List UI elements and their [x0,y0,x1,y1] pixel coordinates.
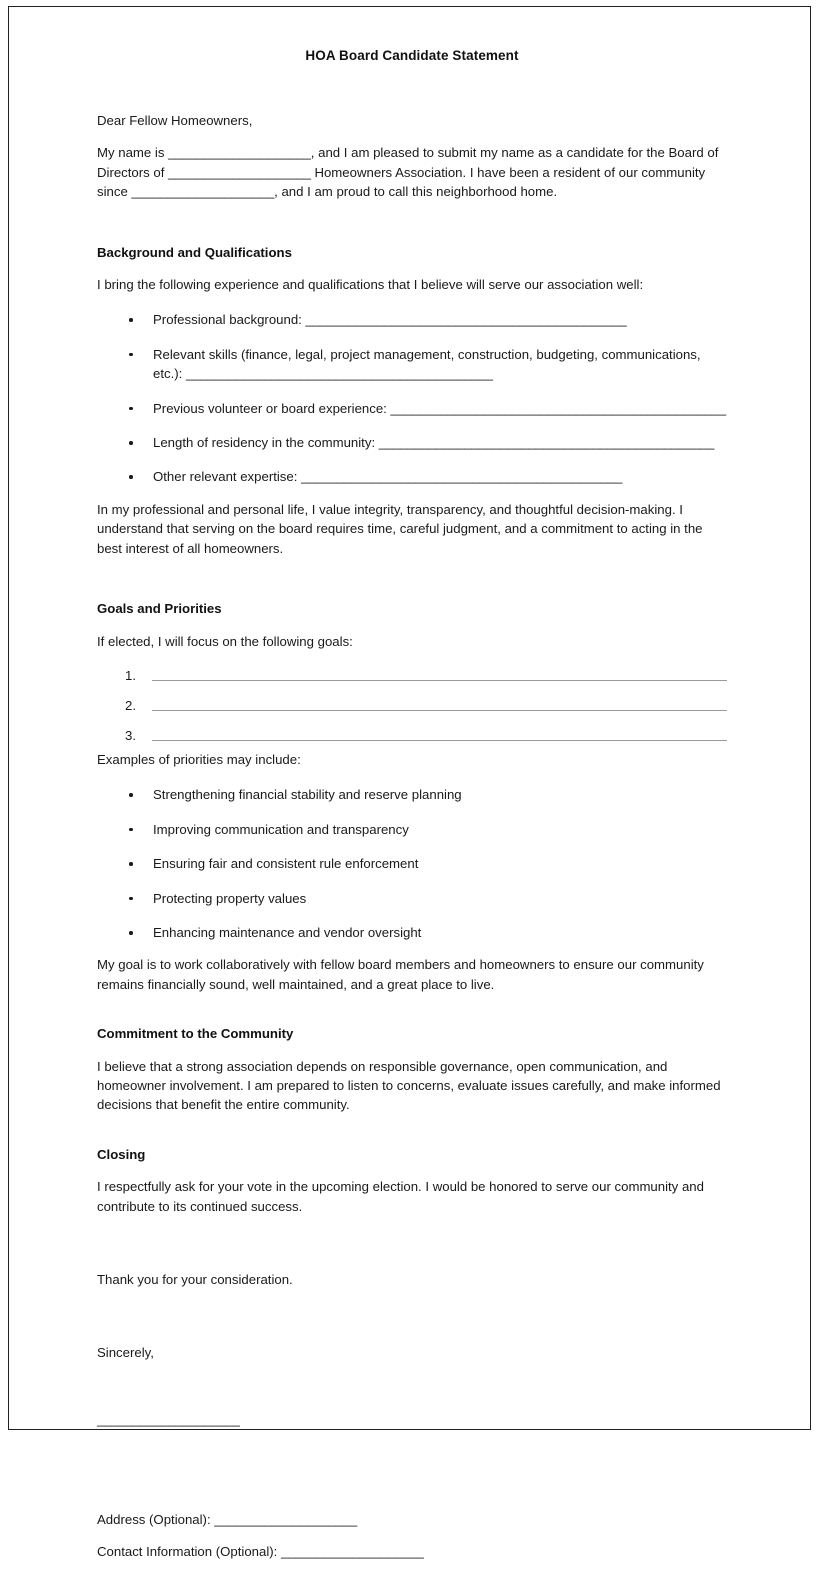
qualification-label: Relevant skills (finance, legal, project management, construction, budgeting, communications, etc.): [153,346,701,382]
qualification-blank[interactable]: _____________________________________________ [301,469,623,485]
qualification-blank[interactable]: _______________________________________________ [390,400,726,416]
goal-write-in-line[interactable] [152,740,727,741]
list-item: Enhancing maintenance and vendor oversight [97,923,727,942]
salutation: Dear Fellow Homeowners, [97,113,253,128]
goals-closing-paragraph: My goal is to work collaboratively with fellow board members and homeowners to ensure our community remains financially sound, well maintained, and a great place to live. [97,957,704,992]
document-page [8,6,811,1560]
intro-text-3: Homeowners Association. I have been a resident of our community since [97,164,706,200]
spacer [97,558,727,599]
qualification-blank[interactable]: ___________________________________________ [185,366,493,382]
spacer [97,262,727,275]
spacer [97,1044,727,1057]
association-name-blank[interactable]: ____________________ [168,164,311,180]
goals-lead: If elected, I will focus on the following goals: [97,633,353,649]
background-closing-paragraph: In my professional and personal life, I value integrity, transparency, and thoughtful decision-making. I understand that serving on the board requires time, careful judgment, and a commitment to acting in the best interest of all homeowners. [97,501,703,556]
goal-entry [97,720,727,750]
list-item [97,310,727,329]
goals-numbered-list [97,660,727,750]
signature-blank[interactable]: ____________________ [97,1412,240,1427]
spacer [97,487,727,500]
spacer [97,1164,727,1177]
intro-text-2: , and I am pleased to submit my name as a candidate for the Board of Directors of [97,145,719,180]
goal-write-in-line[interactable] [152,710,727,711]
goal-write-in-line[interactable] [152,680,727,681]
section-heading-commitment: Commitment to the Community [97,1026,294,1042]
contact-row [97,1542,727,1561]
qualification-blank[interactable]: _____________________________________________ [305,312,627,328]
qualification-label: Previous volunteer or board experience: [153,400,391,416]
list-item: Ensuring fair and consistent rule enforcement [97,854,727,873]
thank-you-line: Thank you for your consideration. [97,1272,293,1287]
list-item [97,399,727,418]
address-label: Address (Optional): [97,1511,215,1527]
priority-examples-list [97,785,727,942]
sign-off: Sincerely, [97,1345,154,1361]
commitment-paragraph: I believe that a strong association depends on responsible governance, open communication, and homeowner involvement. I am prepared to listen to concerns, evaluate issues carefully, and make informed decisions that benefit the entire community. [97,1058,721,1113]
qualification-label: Professional background: [153,312,306,328]
goal-entry [97,660,727,690]
qualification-blank[interactable]: _______________________________________________ [378,435,715,451]
goal-number [125,726,136,745]
section-heading-closing: Closing [97,1146,146,1162]
qualifications-list [97,310,727,486]
spacer [97,1289,727,1343]
goal-number [125,666,136,685]
candidate-name-blank[interactable]: ____________________ [168,145,311,161]
spacer [97,1363,727,1397]
address-blank[interactable]: ____________________ [214,1511,357,1527]
intro-text-4: , and I am proud to call this neighborhood home. [274,184,558,200]
qualification-label: Length of residency in the community: [153,435,379,451]
spacer [97,1443,727,1497]
contact-label: Contact Information (Optional): [97,1544,281,1560]
spacer [97,202,727,243]
spacer [97,651,727,660]
section-heading-background: Background and Qualifications [97,244,292,260]
examples-lead: Examples of priorities may include: [97,751,301,767]
section-heading-goals: Goals and Priorities [97,601,222,617]
list-item [97,467,727,486]
background-lead: I bring the following experience and qualifications that I believe will serve our association well: [97,277,644,293]
list-item: Strengthening financial stability and reserve planning [97,785,727,804]
contact-blank[interactable]: ____________________ [280,1544,424,1560]
intro-paragraph [97,130,727,201]
goal-entry [97,690,727,720]
document-body [97,7,727,1575]
qualification-label: Other relevant expertise: [153,469,302,485]
intro-text-1: My name is [97,145,169,161]
residency-since-blank[interactable]: ____________________ [131,184,275,200]
address-row [97,1510,727,1529]
list-item: Protecting property values [97,889,727,908]
spacer [97,1216,727,1270]
list-item [97,345,727,384]
list-item [97,433,727,452]
spacer [97,994,727,1024]
closing-paragraph: I respectfully ask for your vote in the upcoming election. I would be honored to serve our community and contribute to its continued success. [97,1179,704,1214]
spacer [97,942,727,955]
list-item: Improving communication and transparency [97,820,727,839]
goal-number [125,696,136,715]
page-title: HOA Board Candidate Statement [305,48,519,63]
spacer [97,1115,727,1145]
spacer [97,619,727,632]
